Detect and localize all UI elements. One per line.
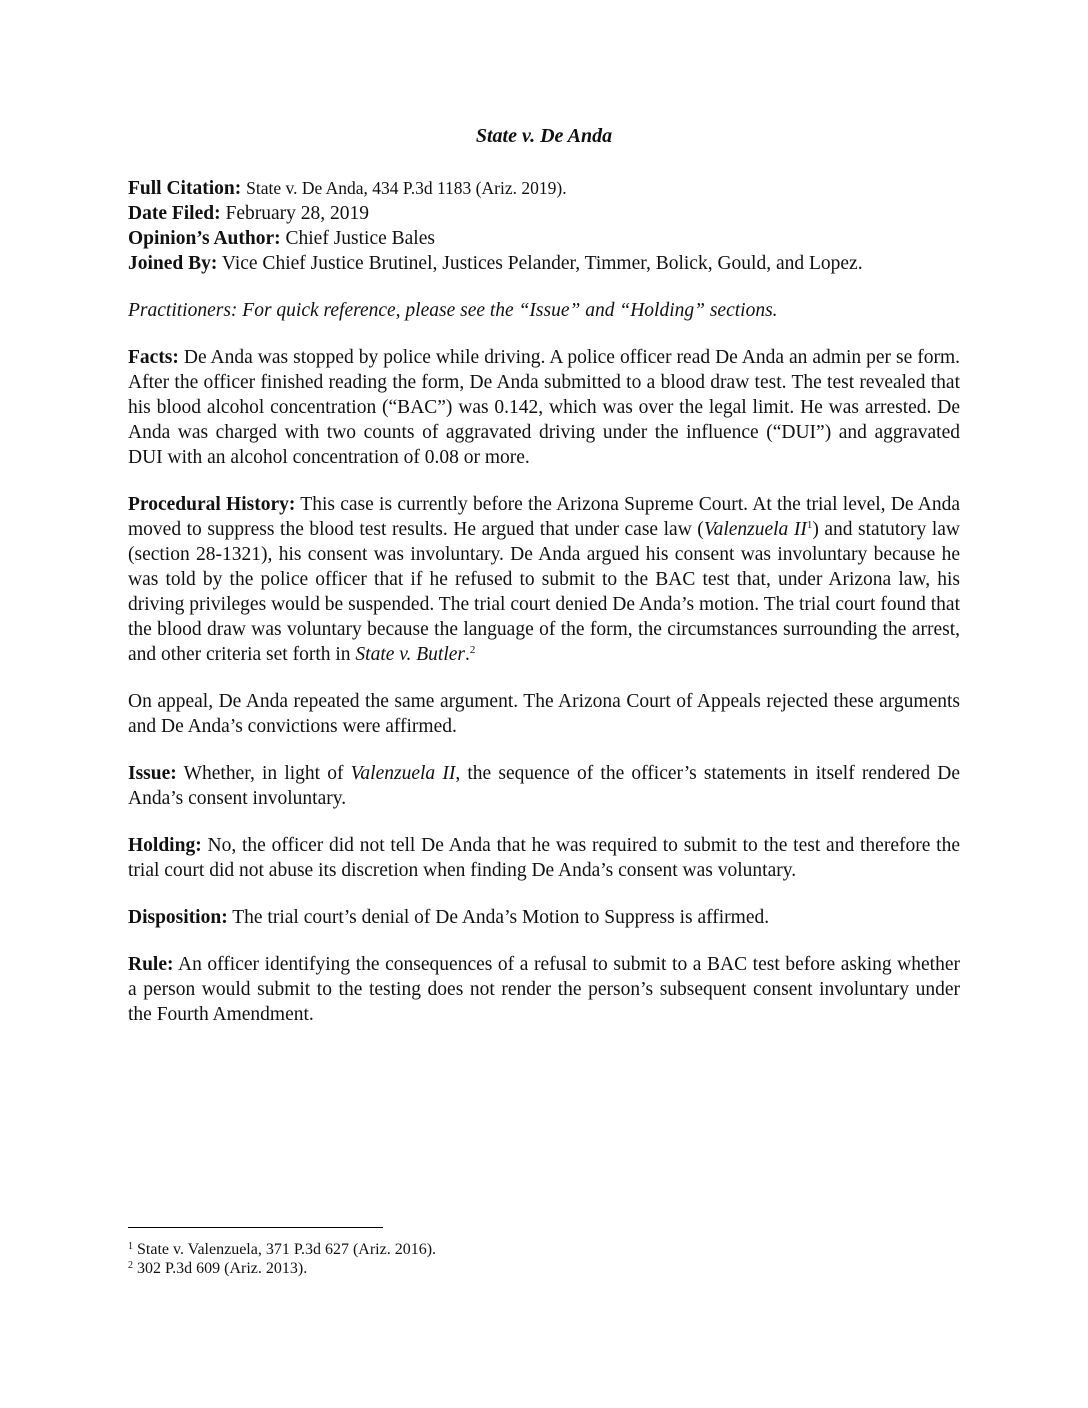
issue-text-b: , the sequence of the officer’s statements in itself rendered De Anda’s consent involuntary. — [128, 763, 960, 809]
joined-by-line — [128, 251, 960, 276]
footnotes — [128, 1227, 436, 1278]
holding-text: No, the officer did not tell De Anda that he was required to submit to the test and therefore the trial court did not abuse its discretion when finding De Anda’s consent was voluntary. — [128, 835, 960, 881]
author-value: Chief Justice Bales — [285, 228, 435, 249]
disposition-label: Disposition: — [128, 907, 228, 928]
date-filed-line — [128, 201, 960, 226]
footnote-1-text: State v. Valenzuela, 371 P.3d 627 (Ariz. 2016). — [137, 1241, 437, 1258]
appeal-paragraph: On appeal, De Anda repeated the same argument. The Arizona Court of Appeals rejected these arguments and De Anda’s convictions were affirmed. — [128, 691, 960, 737]
case-reference-butler: State v. Butler — [355, 644, 465, 665]
date-filed-label: Date Filed: — [128, 203, 221, 224]
disposition-text: The trial court’s denial of De Anda’s Motion to Suppress is affirmed. — [232, 907, 770, 928]
holding-section — [128, 833, 960, 883]
rule-label: Rule: — [128, 954, 174, 975]
rule-text: An officer identifying the consequences of a refusal to submit to a BAC test before asking whether a person would submit to the testing does not render the person’s subsequent consent involuntary under the Fourth Amendment. — [128, 954, 960, 1025]
procedural-text-a: This case is currently before the Arizona Supreme Court. At the trial level, De Anda moved to suppress the blood test results. He argued that under case law ( — [128, 494, 960, 540]
footnote-2 — [128, 1259, 436, 1278]
document-title: State v. De Anda — [475, 125, 613, 147]
full-citation-label: Full Citation: — [128, 178, 242, 199]
practitioners-note: Practitioners: For quick reference, please see the “Issue” and “Holding” sections. — [128, 300, 778, 321]
facts-text: De Anda was stopped by police while driving. A police officer read De Anda an admin per se form. After the officer finished reading the form, De Anda submitted to a blood draw test. The test revealed that his blood alcohol concentration (“BAC”) was 0.142, which was over the legal limit. He was arrested. De Anda was charged with two counts of aggravated driving under the influence (“DUI”) and aggravated DUI with an alcohol concentration of 0.08 or more. — [128, 347, 961, 468]
document-page — [128, 124, 960, 1027]
procedural-text-b: ) and statutory law (section 28-1321), his consent was involuntary. De Anda argued his consent was involuntary because he was told by the police officer that if he refused to submit to the BAC test that, under Arizona law, his driving privileges would be suspended. The trial court denied De Anda’s motion. The trial court found that the blood draw was voluntary because the language of the form, the circumstances surrounding the arrest, and other criteria set forth in — [128, 519, 960, 665]
procedural-text-c: . — [465, 644, 470, 665]
procedural-history-label: Procedural History: — [128, 494, 296, 515]
case-reference-valenzuela-issue: Valenzuela II — [350, 763, 456, 784]
author-line — [128, 226, 960, 251]
facts-label: Facts: — [128, 347, 179, 368]
rule-section — [128, 952, 960, 1027]
facts-section — [128, 345, 960, 470]
issue-label: Issue: — [128, 763, 177, 784]
footnote-1-number: 1 — [128, 1241, 133, 1252]
procedural-history-section — [128, 492, 960, 667]
joined-by-label: Joined By: — [128, 253, 218, 274]
case-reference-valenzuela: Valenzuela II — [703, 519, 807, 540]
full-citation-line — [128, 176, 960, 201]
full-citation-value: State v. De Anda, 434 P.3d 1183 (Ariz. 2019). — [246, 178, 567, 198]
joined-by-value: Vice Chief Justice Brutinel, Justices Pelander, Timmer, Bolick, Gould, and Lopez. — [221, 253, 863, 274]
footnote-1 — [128, 1240, 436, 1259]
author-label: Opinion’s Author: — [128, 228, 281, 249]
footnote-2-number: 2 — [128, 1260, 133, 1271]
case-metadata — [128, 176, 960, 276]
footnote-divider — [128, 1227, 383, 1228]
date-filed-value: February 28, 2019 — [225, 203, 370, 224]
holding-label: Holding: — [128, 835, 202, 856]
disposition-section — [128, 905, 960, 930]
issue-text-a: Whether, in light of — [183, 763, 351, 784]
issue-section — [128, 761, 960, 811]
footnote-ref-1[interactable]: 1 — [806, 519, 813, 531]
footnote-2-text: 302 P.3d 609 (Ariz. 2013). — [137, 1260, 308, 1277]
footnote-ref-2[interactable]: 2 — [469, 644, 476, 656]
